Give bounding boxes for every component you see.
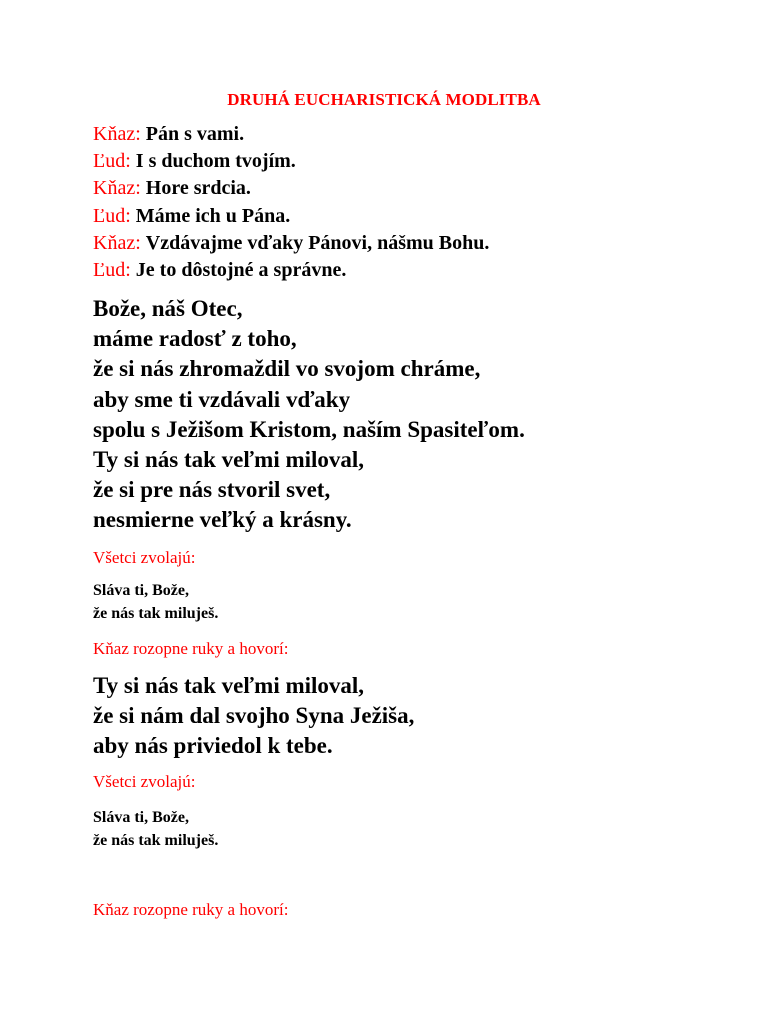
dialogue-line (93, 121, 733, 148)
prayer-line: Bože, náš Otec, (93, 296, 243, 321)
prayer-line: máme radosť z toho, (93, 326, 297, 352)
speaker-label: Ľud: (93, 150, 131, 173)
dialogue-block (93, 121, 733, 284)
dialogue-text: Hore srdcia. (145, 177, 251, 200)
prayer-line: spolu s Ježišom Kristom, naším Spasiteľom. (93, 416, 525, 442)
prayer-text-1 (93, 294, 733, 536)
dialogue-text: Pán s vami. (145, 123, 245, 145)
dialogue-line (93, 175, 733, 202)
prayer-line: že si nám dal svojho Syna Ježiša, (93, 703, 415, 729)
dialogue-text: I s duchom tvojím. (135, 150, 296, 173)
rubric-all-acclaim: Všetci zvolajú: (93, 548, 196, 567)
prayer-line: Ty si nás tak veľmi miloval, (93, 447, 365, 473)
speaker-label: Kňaz: (93, 123, 141, 145)
speaker-label: Kňaz: (93, 231, 141, 254)
acclamation-1 (93, 579, 218, 625)
dialogue-text: Je to dôstojné a správne. (135, 259, 347, 282)
dialogue-line (93, 203, 733, 230)
dialogue-text: Vzdávajme vďaky Pánovi, nášmu Bohu. (145, 231, 490, 254)
acclamation-2 (93, 806, 218, 852)
dialogue-line (93, 257, 733, 284)
page-title: DRUHÁ EUCHARISTICKÁ MODLITBA (227, 90, 541, 109)
dialogue-line (93, 230, 733, 257)
prayer-line: aby sme ti vzdávali vďaky (93, 386, 351, 412)
acclamation-line: Sláva ti, Bože, (93, 809, 189, 826)
acclamation-line: že nás tak miluješ. (93, 605, 219, 622)
speaker-label: Kňaz: (93, 177, 141, 200)
speaker-label: Ľud: (93, 259, 131, 282)
prayer-line: nesmierne veľký a krásny. (93, 507, 352, 533)
prayer-line: Ty si nás tak veľmi miloval, (93, 673, 365, 698)
speaker-label: Ľud: (93, 204, 131, 227)
prayer-line: že si nás zhromaždil vo svojom chráme, (93, 356, 481, 382)
prayer-line: že si pre nás stvoril svet, (93, 477, 331, 503)
dialogue-line (93, 148, 733, 175)
rubric-all-acclaim: Všetci zvolajú: (93, 772, 196, 791)
acclamation-line: Sláva ti, Bože, (93, 582, 189, 599)
rubric-priest-hands: Kňaz rozopne ruky a hovorí: (93, 900, 289, 919)
prayer-text-2 (93, 671, 733, 762)
dialogue-text: Máme ich u Pána. (135, 204, 291, 227)
acclamation-line: že nás tak miluješ. (93, 832, 219, 849)
prayer-line: aby nás priviedol k tebe. (93, 733, 333, 759)
rubric-priest-hands: Kňaz rozopne ruky a hovorí: (93, 639, 289, 658)
